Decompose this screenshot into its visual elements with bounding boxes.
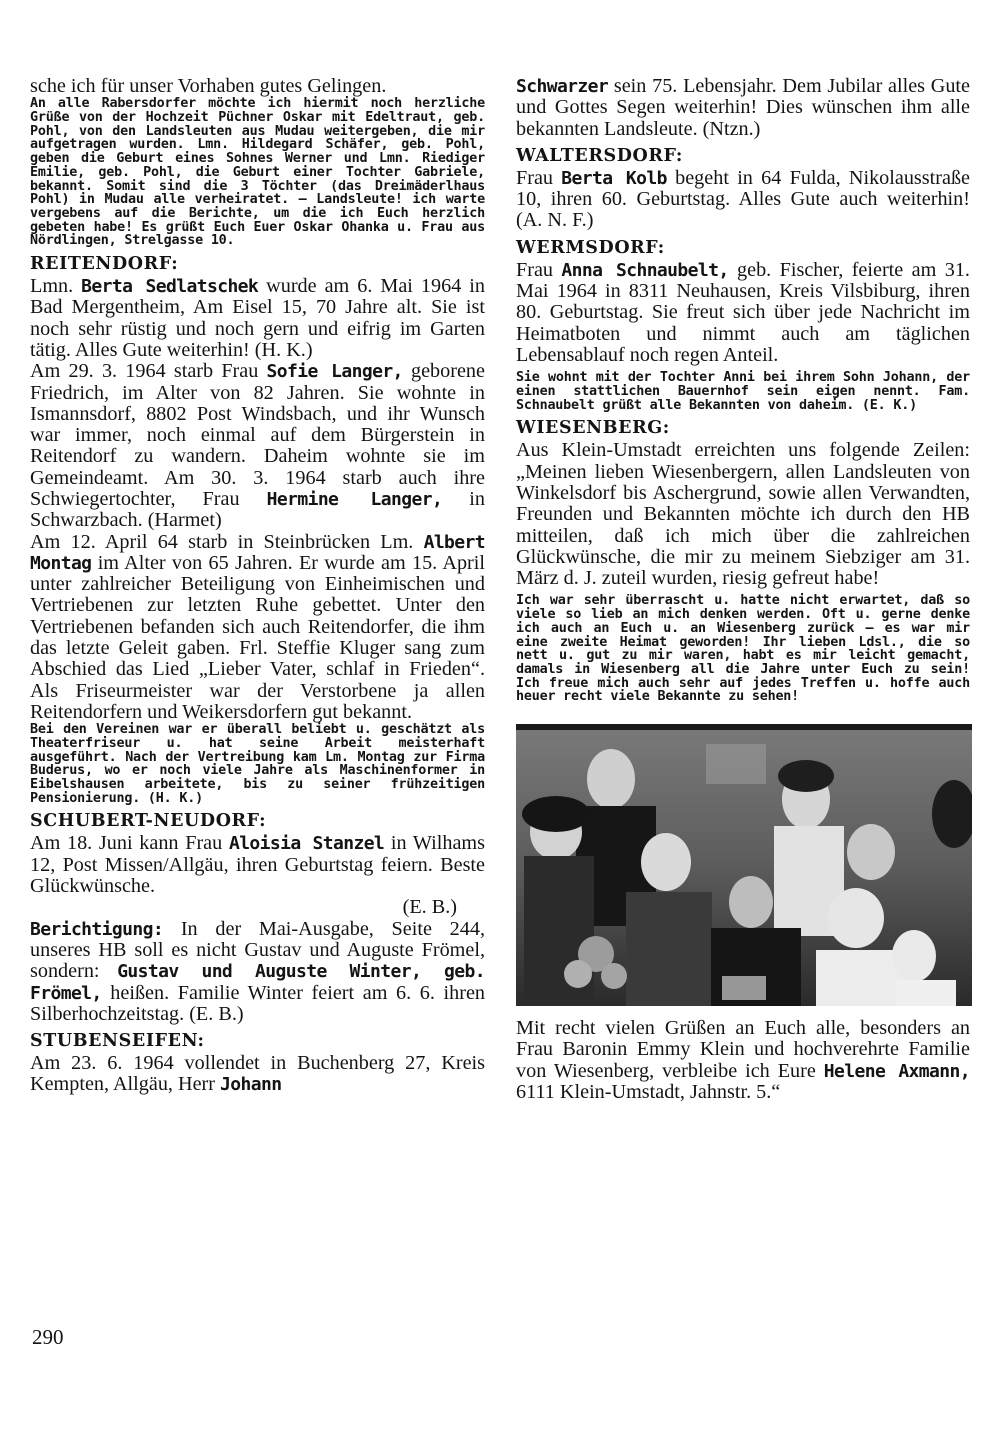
wiesenberg-closing: Mit recht vielen Grüßen an Euch alle, besonders an Frau Baronin Emmy Klein und hochverehrte Familie von Wiesenberg, verbleibe ich Eure Helene Axmann, 6111 Klein-Umstadt, Jahnstr. 5.“	[516, 1017, 970, 1103]
intro-line: sche ich für unser Vorhaben gutes Gelingen.	[30, 75, 387, 97]
person-name: Helene Axmann,	[823, 1060, 970, 1082]
reitendorf-small-note: Bei den Vereinen war er überall beliebt u. geschätzt als Theaterfriseur u. hat seine Arbeit meisterhaft ausgeführt. Nach der Vertreibung kam Lm. Montag zur Firma Buderus, wo er noch viele Jahre als Maschinenformer in Eibelshausen arbeitete, bis zu seiner frühzeitigen Pensionierung. (H. K.)	[30, 722, 485, 806]
wermsdorf-paragraph-1: Frau Anna Schnaubelt, geb. Fischer, feierte am 31. Mai 1964 in 8311 Neuhausen, Kreis Vilsbiburg, ihren 80. Geburtstag. Sie freut sich über jede Nachricht im Heimatboten und nimmt auch am täglichen Lebensablauf noch regen Anteil.	[516, 258, 970, 366]
stubenseifen-paragraph-1: Am 23. 6. 1964 vollendet in Buchenberg 27, Kreis Kempten, Allgäu, Herr Johann	[30, 1052, 485, 1096]
family-photo-icon	[516, 724, 972, 1006]
person-name: Albert Montag	[30, 531, 485, 574]
schubert-correction: Berichtigung: In der Mai-Ausgabe, Seite 244, unseres HB soll es nicht Gustav und Auguste Frömel, sondern: Gustav und Auguste Winter, geb. Frömel, heißen. Familie Winter feiert am 6. 6. ihren Silberhochzeitstag. (E. B.)	[30, 917, 485, 1025]
waltersdorf-paragraph-1: Frau Berta Kolb begeht in 64 Fulda, Nikolausstraße 10, ihren 60. Geburtstag. Alles Gute auch weiterhin! (A. N. F.)	[516, 166, 970, 232]
heading-stubenseifen: STUBENSEIFEN:	[30, 1031, 205, 1052]
correction-label: Berichtigung:	[30, 918, 164, 940]
rabersdorf-note: An alle Rabersdorfer möchte ich hiermit noch herzliche Grüße von der Hochzeit Püchner Oskar mit Edeltraut, geb. Pohl, von den Landsleuten aus Mudau weitergeben, die mir aufgetragen wurden. Lmn. Hildegard Schäfer, geb. Pohl, geben die Geburt eines Sohnes Werner und Lmn. Riediger Emilie, geb. Pohl, die Geburt einer Tochter Gabriele, bekannt. Somit sind die 3 Töchter (das Dreimäderlhaus Pohl) in Mudau alle verheiratet. — Landsleute! ich warte vergebens auf die Berichte, um die ich Euch herzlich gebeten habe! Es grüßt Euch Euer Oskar Ohanka u. Frau aus Nördlingen, Strelgasse 10.	[30, 96, 485, 249]
person-name: Anna Schnaubelt,	[561, 259, 729, 281]
person-name: Aloisia Stanzel	[228, 833, 385, 855]
heading-schubert-neudorf: SCHUBERT-NEUDORF:	[30, 811, 267, 832]
person-name: Schwarzer	[516, 76, 609, 97]
person-name: Berta Kolb	[561, 167, 667, 189]
wermsdorf-small-note: Sie wohnt mit der Tochter Anni bei ihrem Sohn Johann, der einen stattlichen Bauernhof sein eigen nennt. Fam. Schnaubelt grüßt alle Bekannten von daheim. (E. K.)	[516, 370, 970, 413]
left-column	[30, 76, 485, 1096]
schubert-paragraph-1: Am 18. Juni kann Frau Aloisia Stanzel in Wilhams 12, Post Missen/Allgäu, ihren Geburtstag feiern. Beste Glückwünsche.	[30, 832, 485, 898]
person-name: Sofie Langer,	[266, 361, 403, 383]
heading-wiesenberg: WIESENBERG:	[516, 418, 670, 439]
heading-waltersdorf: WALTERSDORF:	[516, 145, 683, 166]
page-number: 290	[32, 1325, 64, 1349]
wiesenberg-paragraph-1: Aus Klein-Umstadt erreichten uns folgende Zeilen: „Meinen lieben Wiesenbergern, allen Landsleuten von Winkelsdorf bis Aschergrund, sowie allen Verwandten, Freunden und Bekannten möchte ich durch den HB mitteilen, daß ich mich über die zahlreichen Glückwünsche, die mir zu meinem Siebziger am 31. März d. J. zuteil wurden, riesig gefreut habe!	[516, 439, 970, 590]
family-photo	[516, 724, 972, 1006]
continued-paragraph: Schwarzer sein 75. Lebensjahr. Dem Jubilar alles Gute und Gottes Segen weiterhin! Dies wünschen ihm alle bekannten Landsleute. (Ntzn.)	[516, 75, 970, 140]
person-name: Hermine Langer,	[266, 489, 443, 510]
right-column	[516, 76, 970, 1103]
reitendorf-paragraph-2: Am 29. 3. 1964 starb Frau Sofie Langer, geborene Friedrich, im Alter von 82 Jahren. Sie wohnte in Ismannsdorf, 8802 Post Windsbach, und ihr Wunsch war immer, noch einmal auf dem Bürgerstein in Reitendorf zu wandern. Daheim wohnte sie im Gemeindeamt. Am 30. 3. 1964 starb auch ihre Schwiegertochter, Frau Hermine Langer, in Schwarzbach. (Harmet)	[30, 360, 485, 532]
heading-reitendorf: REITENDORF:	[30, 254, 179, 275]
heading-wermsdorf: WERMSDORF:	[516, 237, 665, 258]
reitendorf-paragraph-1: Lmn. Berta Sedlatschek wurde am 6. Mai 1964 in Bad Mergentheim, Am Eisel 15, 70 Jahre alt. Sie ist noch sehr rüstig und noch gern und eifrig im Garten tätig. Alles Gute weiterhin! (H. K.)	[30, 275, 485, 361]
person-name: Gustav und Auguste Winter, geb. Frömel,	[30, 961, 485, 1004]
wiesenberg-small-note: Ich war sehr überrascht u. hatte nicht erwartet, daß so viele so lieb an mich denken werden. Oft u. gerne denke ich auch an Euch u. an Wiesenberg zurück — es war mir eine zweite Heimat geworden! Ihr lieben Ldsl., die so nett u. gut zu mir waren, habt es mir leicht gemacht, damals in Wiesenberg all die Jahre unter Euch zu sein! Ich freue mich auch sehr auf jedes Treffen u. hoffe auch heuer recht viele Bekannte zu sehen!	[516, 593, 970, 705]
person-name: Berta Sedlatschek	[81, 276, 259, 298]
person-name: Johann	[220, 1074, 282, 1096]
reitendorf-paragraph-3: Am 12. April 64 starb in Steinbrücken Lm. Albert Montag im Alter von 65 Jahren. Er wurde am 15. April unter zahlreicher Beteiligung von Einheimischen und Vertriebenen zur letzten Ruhe gebettet. Unter den Vertriebenen befanden sich auch Reitendorfer, die ihm das letzte Geleit gaben. Frl. Steffie Kluger sang zum Abschied das Lied „Lieber Vater, schlaf in Frieden“. Als Friseurmeister war der Verstorbene ja allen Reitendorfern und Weikersdorfern gut bekannt.	[30, 530, 485, 723]
schubert-signature: (E. B.)	[402, 896, 457, 919]
